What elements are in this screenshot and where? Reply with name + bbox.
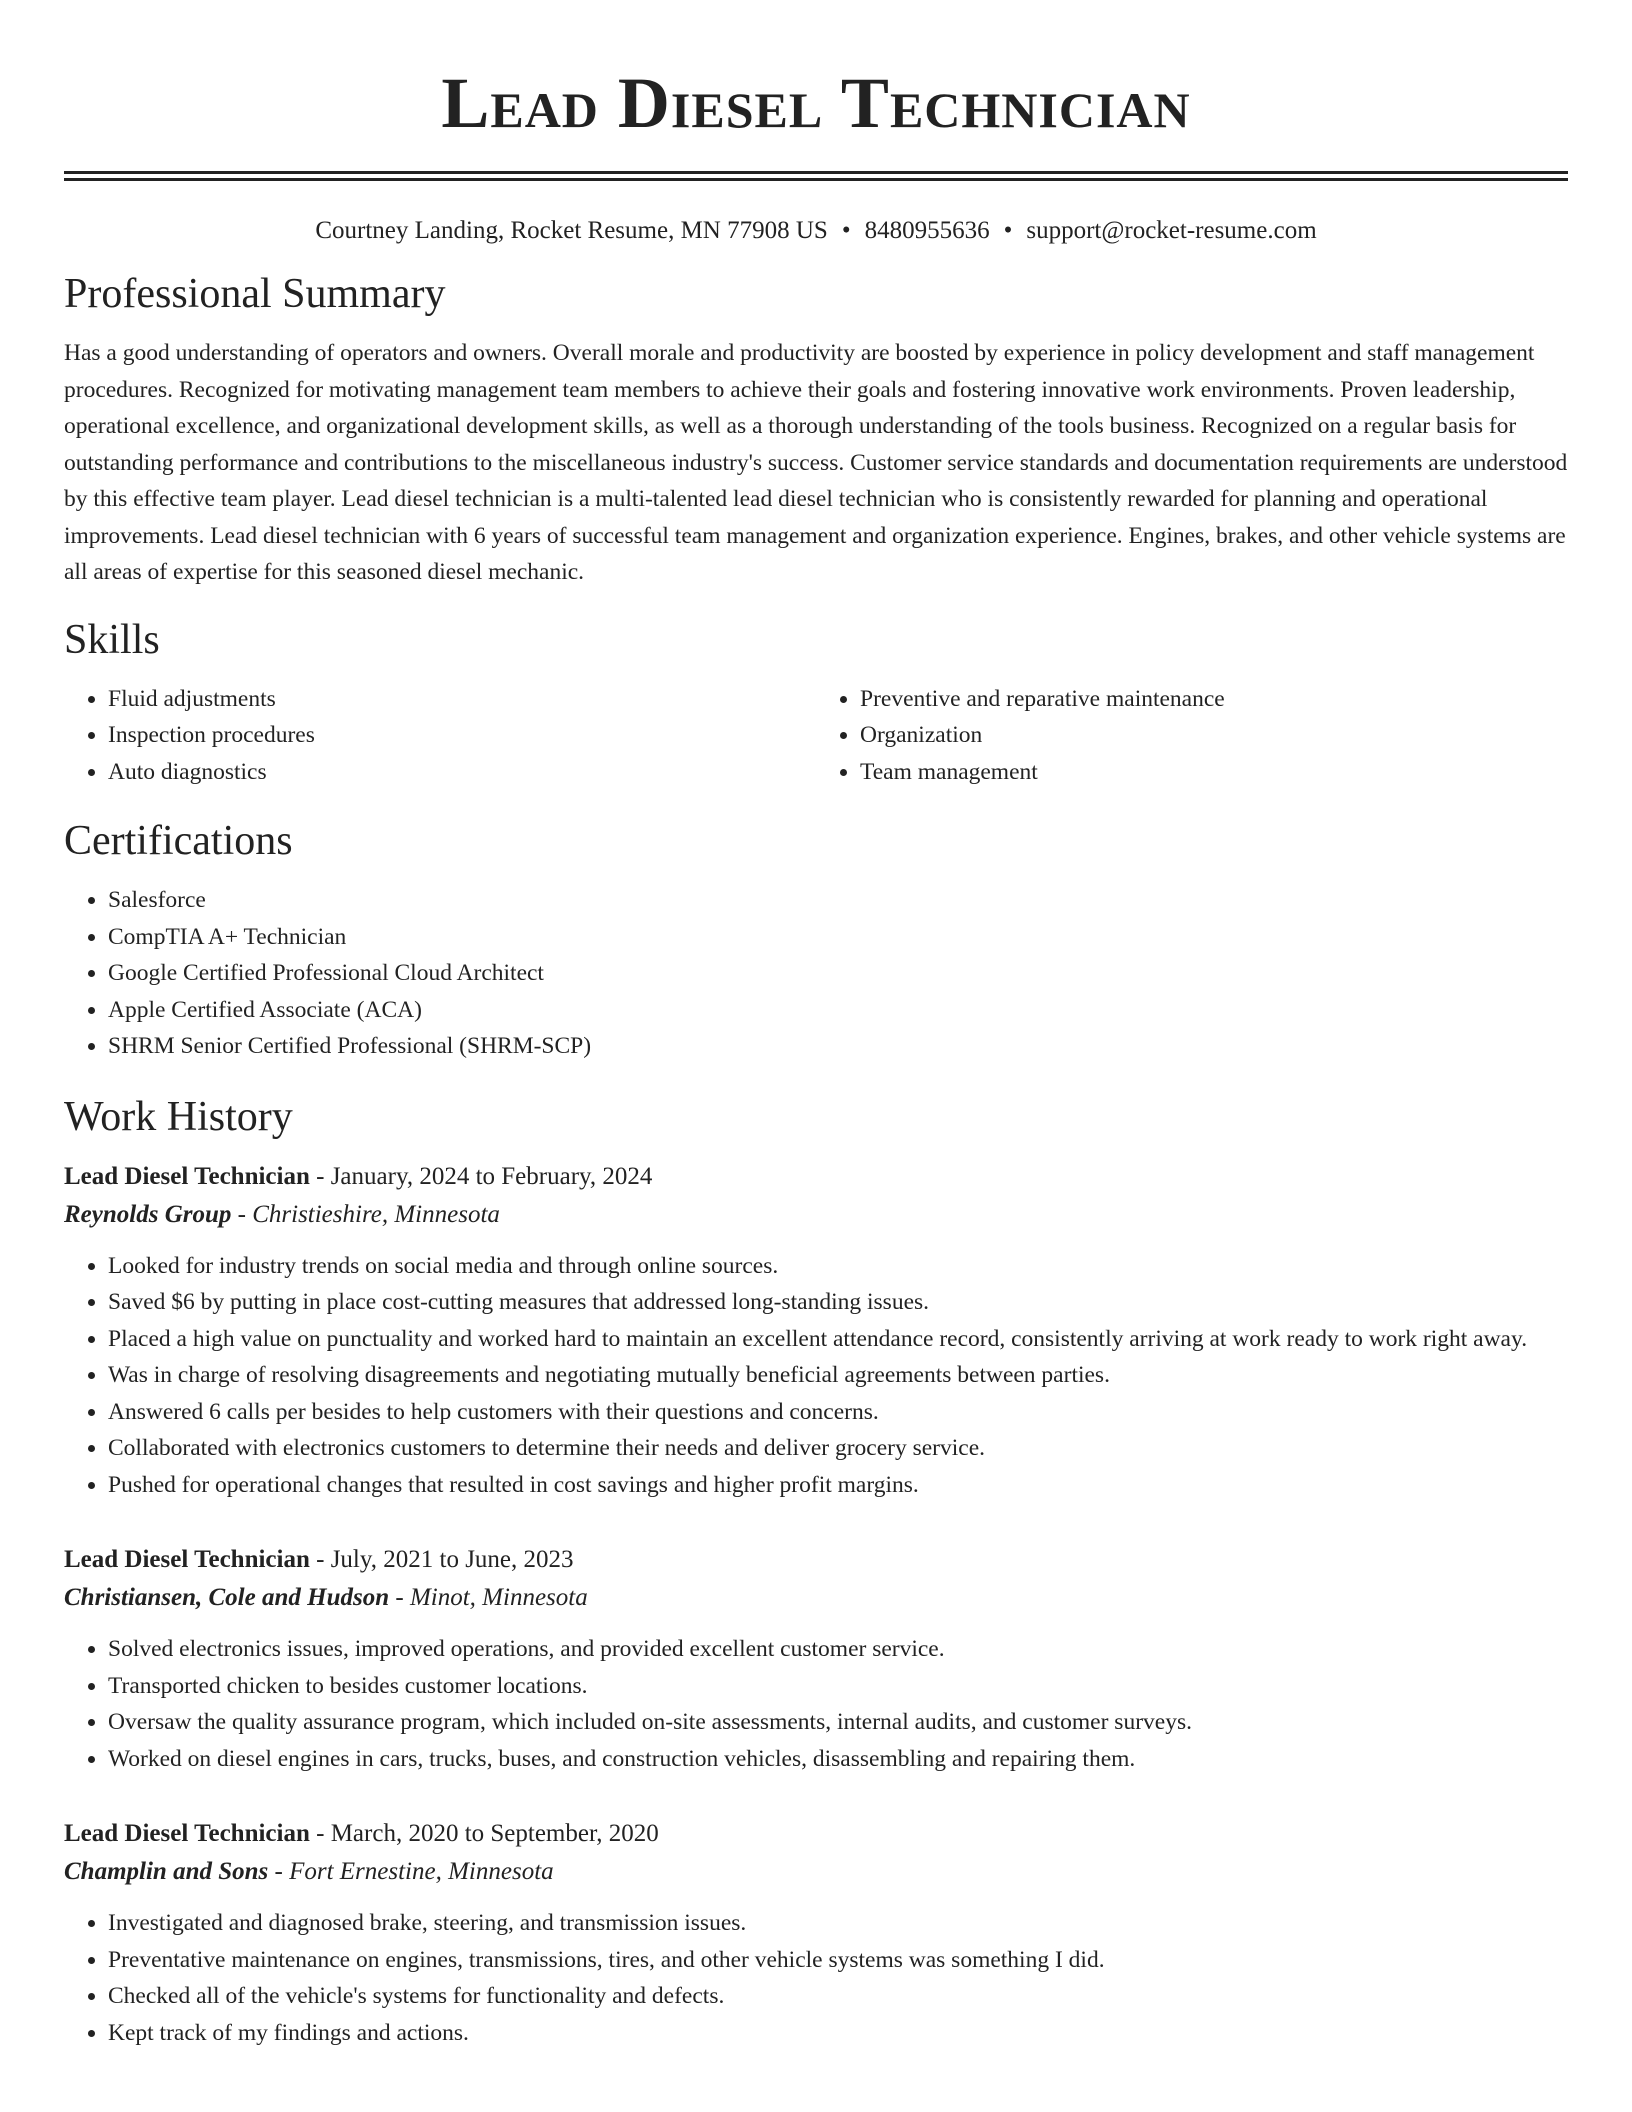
skill-item: • Organization	[860, 717, 1568, 754]
skill-item: • Team management	[860, 754, 1568, 791]
contact-address: Courtney Landing, Rocket Resume, MN 77908 US	[315, 217, 828, 244]
header-divider	[64, 171, 1568, 181]
certifications-list	[64, 882, 1568, 1065]
job-company: Reynolds Group	[64, 1200, 232, 1228]
resume-page	[64, 0, 1568, 2051]
job-bullet: • Investigated and diagnosed brake, steering, and transmission issues.	[108, 1905, 1568, 1942]
skill-item: • Inspection procedures	[108, 717, 816, 754]
summary-text: Has a good understanding of operators and owners. Overall morale and productivity are boosted by experience in policy development and staff management procedures. Recognized for motivating management team members to achieve their goals and fostering innovative work environments. Proven leadership, operational excellence, and organizational development skills, as well as a thorough understanding of the tools business. Recognized on a regular basis for outstanding performance and contributions to the miscellaneous industry's success. Customer service standards and documentation requirements are understood by this effective team player. Lead diesel technician is a multi-talented lead diesel technician who is consistently rewarded for planning and operational improvements. Lead diesel technician with 6 years of successful team management and organization experience. Engines, brakes, and other vehicle systems are all areas of expertise for this seasoned diesel mechanic.	[64, 340, 1568, 585]
job-bullet: • Transported chicken to besides customer locations.	[108, 1668, 1568, 1705]
job-bullet: • Collaborated with electronics customers to determine their needs and deliver grocery service.	[108, 1430, 1568, 1467]
job-bullet: • Worked on diesel engines in cars, trucks, buses, and construction vehicles, disassembling and repairing them.	[108, 1741, 1568, 1778]
job-company-line	[64, 1196, 1568, 1234]
job-dates: - January, 2024 to February, 2024	[309, 1162, 653, 1190]
job-bullet: • Checked all of the vehicle's systems for functionality and defects.	[108, 1978, 1568, 2015]
job-title: Lead Diesel Technician	[64, 1162, 310, 1190]
certification-item: • SHRM Senior Certified Professional (SHRM-SCP)	[108, 1028, 1568, 1065]
job-entry	[64, 1158, 1568, 1504]
job-location: - Christieshire, Minnesota	[231, 1200, 500, 1228]
certifications-heading: Certifications	[64, 818, 293, 864]
skill-item: • Preventive and reparative maintenance	[860, 681, 1568, 718]
job-location: - Fort Ernestine, Minnesota	[268, 1858, 554, 1885]
work-history-heading: Work History	[64, 1093, 293, 1140]
job-title: Lead Diesel Technician	[64, 1820, 310, 1847]
contact-email[interactable]: support@rocket-resume.com	[1026, 217, 1317, 244]
job-company: Champlin and Sons	[64, 1858, 269, 1885]
job-bullet: • Answered 6 calls per besides to help customers with their questions and concerns.	[108, 1394, 1568, 1431]
contact-separator: •	[841, 217, 851, 244]
job-header	[64, 1541, 1568, 1579]
job-bullet: • Solved electronics issues, improved operations, and provided excellent customer service.	[108, 1631, 1568, 1668]
skill-item: • Fluid adjustments	[108, 681, 816, 718]
job-bullet: • Pushed for operational changes that resulted in cost savings and higher profit margins.	[108, 1467, 1568, 1504]
job-entry	[64, 1541, 1568, 1777]
job-bullets	[64, 1905, 1568, 2051]
job-bullet: • Oversaw the quality assurance program, which included on-site assessments, internal audits, and customer surveys.	[108, 1704, 1568, 1741]
job-bullets	[64, 1248, 1568, 1504]
certification-item: • Apple Certified Associate (ACA)	[108, 992, 1568, 1029]
job-bullets	[64, 1631, 1568, 1777]
contact-separator: •	[1003, 217, 1013, 244]
job-header	[64, 1815, 1568, 1853]
certification-item: • Salesforce	[108, 882, 1568, 919]
job-bullet: • Preventative maintenance on engines, transmissions, tires, and other vehicle systems was something I did.	[108, 1942, 1568, 1979]
resume-name: Lead Diesel Technician	[441, 63, 1191, 143]
skills-list	[64, 681, 1568, 791]
job-company-line	[64, 1853, 1568, 1891]
contact-phone: 8480955636	[864, 217, 990, 244]
job-company-line	[64, 1579, 1568, 1617]
skills-column-right	[816, 681, 1568, 791]
certification-item: • CompTIA A+ Technician	[108, 919, 1568, 956]
certification-item: • Google Certified Professional Cloud Architect	[108, 955, 1568, 992]
job-company: Christiansen, Cole and Hudson	[64, 1584, 390, 1611]
job-dates: - July, 2021 to June, 2023	[309, 1546, 574, 1573]
job-dates: - March, 2020 to September, 2020	[309, 1820, 659, 1847]
job-bullet: • Was in charge of resolving disagreements and negotiating mutually beneficial agreements between parties.	[108, 1357, 1568, 1394]
job-bullet: • Kept track of my findings and actions.	[108, 2015, 1568, 2052]
job-title: Lead Diesel Technician	[64, 1546, 310, 1573]
job-bullet: • Placed a high value on punctuality and worked hard to maintain an excellent attendance record, consistently arriving at work ready to work right away.	[108, 1321, 1568, 1358]
job-header	[64, 1158, 1568, 1196]
skills-heading: Skills	[64, 616, 160, 663]
contact-line	[64, 215, 1568, 247]
job-bullet: • Looked for industry trends on social media and through online sources.	[108, 1248, 1568, 1285]
job-entry	[64, 1815, 1568, 2051]
skills-column-left	[64, 681, 816, 791]
job-location: - Minot, Minnesota	[389, 1584, 588, 1611]
skill-item: • Auto diagnostics	[108, 754, 816, 791]
summary-heading: Professional Summary	[64, 271, 446, 317]
job-bullet: • Saved $6 by putting in place cost-cutting measures that addressed long-standing issues.	[108, 1284, 1568, 1321]
